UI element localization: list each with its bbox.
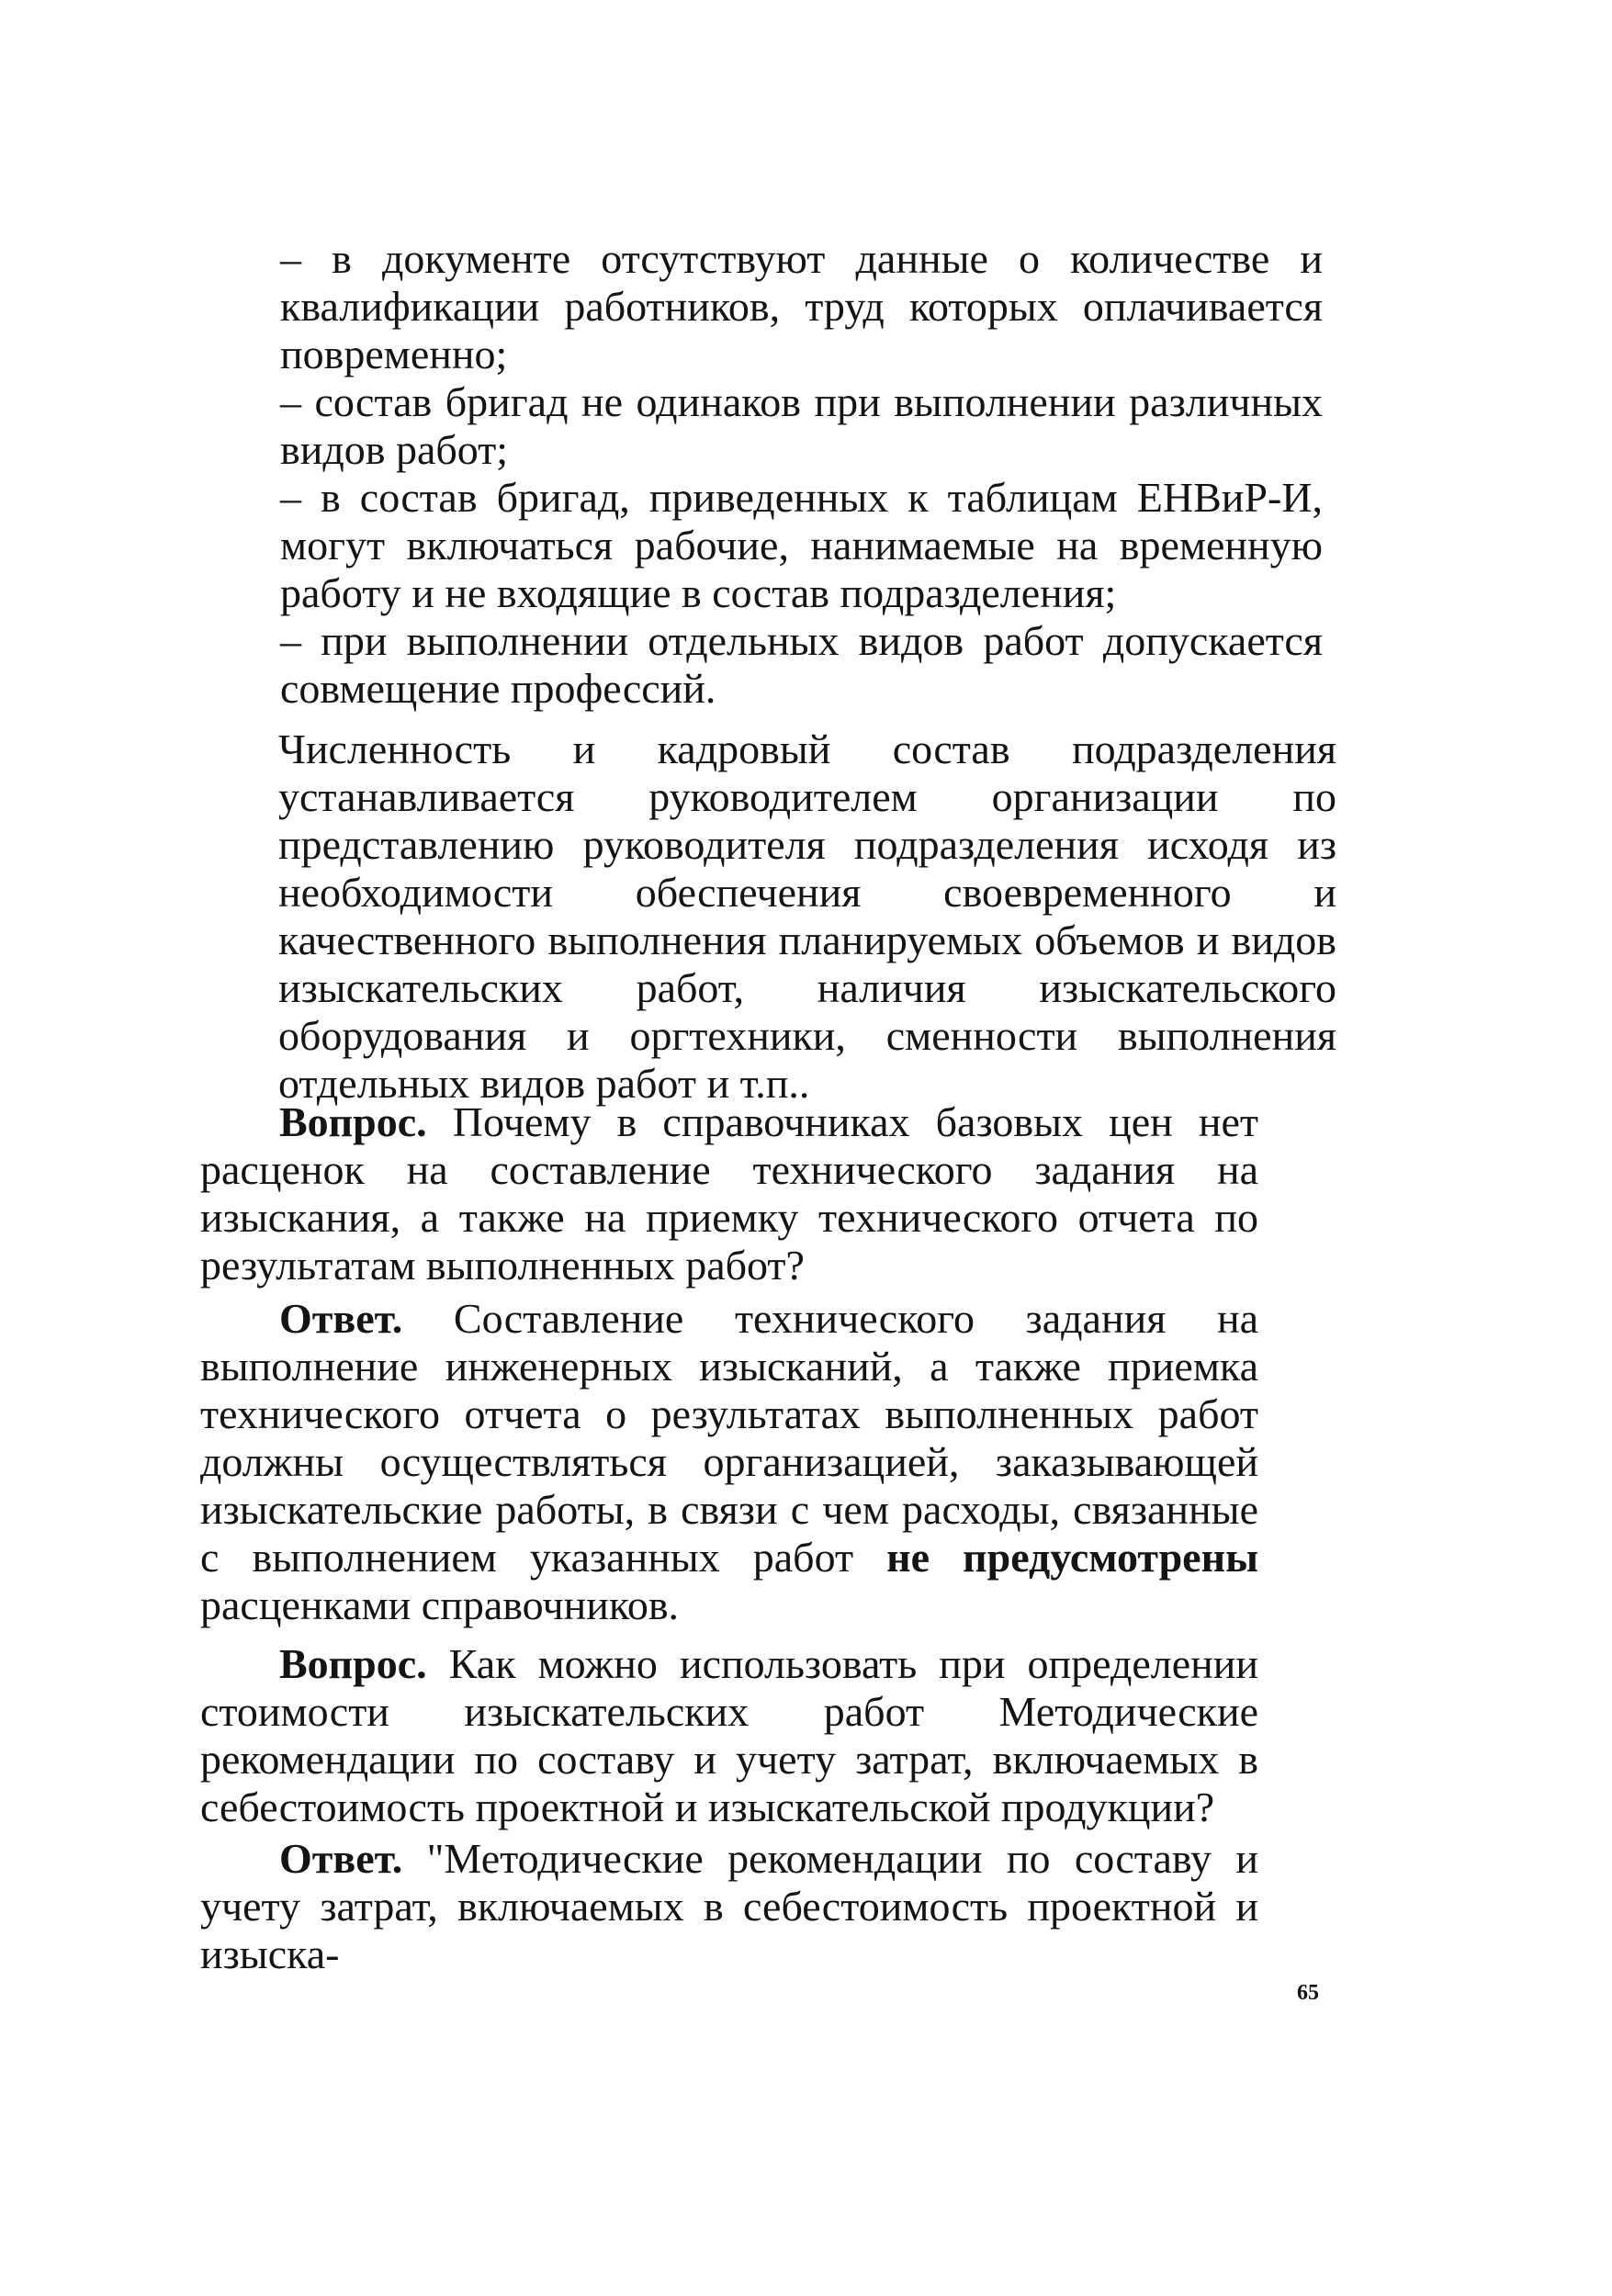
answer-text-end: расценками справочников.: [200, 1581, 680, 1628]
question-label: Вопрос.: [279, 1640, 427, 1687]
question-label: Вопрос.: [279, 1098, 427, 1145]
answer-emphasis: не предусмотрены: [886, 1534, 1258, 1581]
answer-label: Ответ.: [279, 1835, 403, 1882]
answer-text: Составление технического задания на выполнение инженерных изысканий, а также приемка технического отчета о результатах выполненных работ должны осуществляться организацией, заказывающей изыскательские работы, в связи с чем расходы, связанные с выполнением указанных работ: [200, 1295, 1258, 1581]
answer-block: [200, 1295, 1258, 1629]
question-block: [200, 1098, 1258, 1289]
answer-label: Ответ.: [279, 1295, 403, 1342]
answer-block: [200, 1835, 1258, 1978]
question-text: Как можно использовать при определении стоимости изыскательских работ Методические рекомендации по составу и учету затрат, включаемых в себестоимость проектной и изыскательской продукции?: [200, 1640, 1258, 1830]
list-item: [280, 617, 1323, 713]
bullet-text: – в документе отсутствуют данные о количестве и квалификации работников, труд которых оплачивается повременно;: [280, 235, 1323, 377]
list-item: [280, 235, 1323, 378]
question-block: [200, 1640, 1258, 1831]
body-paragraph: Численность и кадровый состав подразделения устанавливается руководителем организации по представлению руководителя подразделения исходя из необходимости обеспечения своевременного и качественного выполнения планируемых объемов и видов изыскательских работ, наличия изыскательского оборудования и оргтехники, сменности выполнения отдельных видов работ и т.п..: [278, 726, 1336, 1107]
answer-text: "Методические рекомендации по составу и учету затрат, включаемых в себестоимость проектной и изыска-: [200, 1835, 1258, 1977]
list-item: [280, 378, 1323, 474]
bullet-list: [280, 235, 1323, 713]
list-item: [280, 474, 1323, 617]
bullet-text: – состав бригад не одинаков при выполнении различных видов работ;: [280, 378, 1323, 473]
page-number: 65: [1297, 1981, 1319, 2005]
bullet-text: – в состав бригад, приведенных к таблицам ЕНВиР-И, могут включаться рабочие, нанимаемые на временную работу и не входящие в состав подразделения;: [280, 474, 1323, 616]
question-text: Почему в справочниках базовых цен нет расценок на составление технического задания на изыскания, а также на приемку технического отчета по результатам выполненных работ?: [200, 1098, 1258, 1289]
bullet-text: – при выполнении отдельных видов работ допускается совмещение профессий.: [280, 617, 1323, 712]
